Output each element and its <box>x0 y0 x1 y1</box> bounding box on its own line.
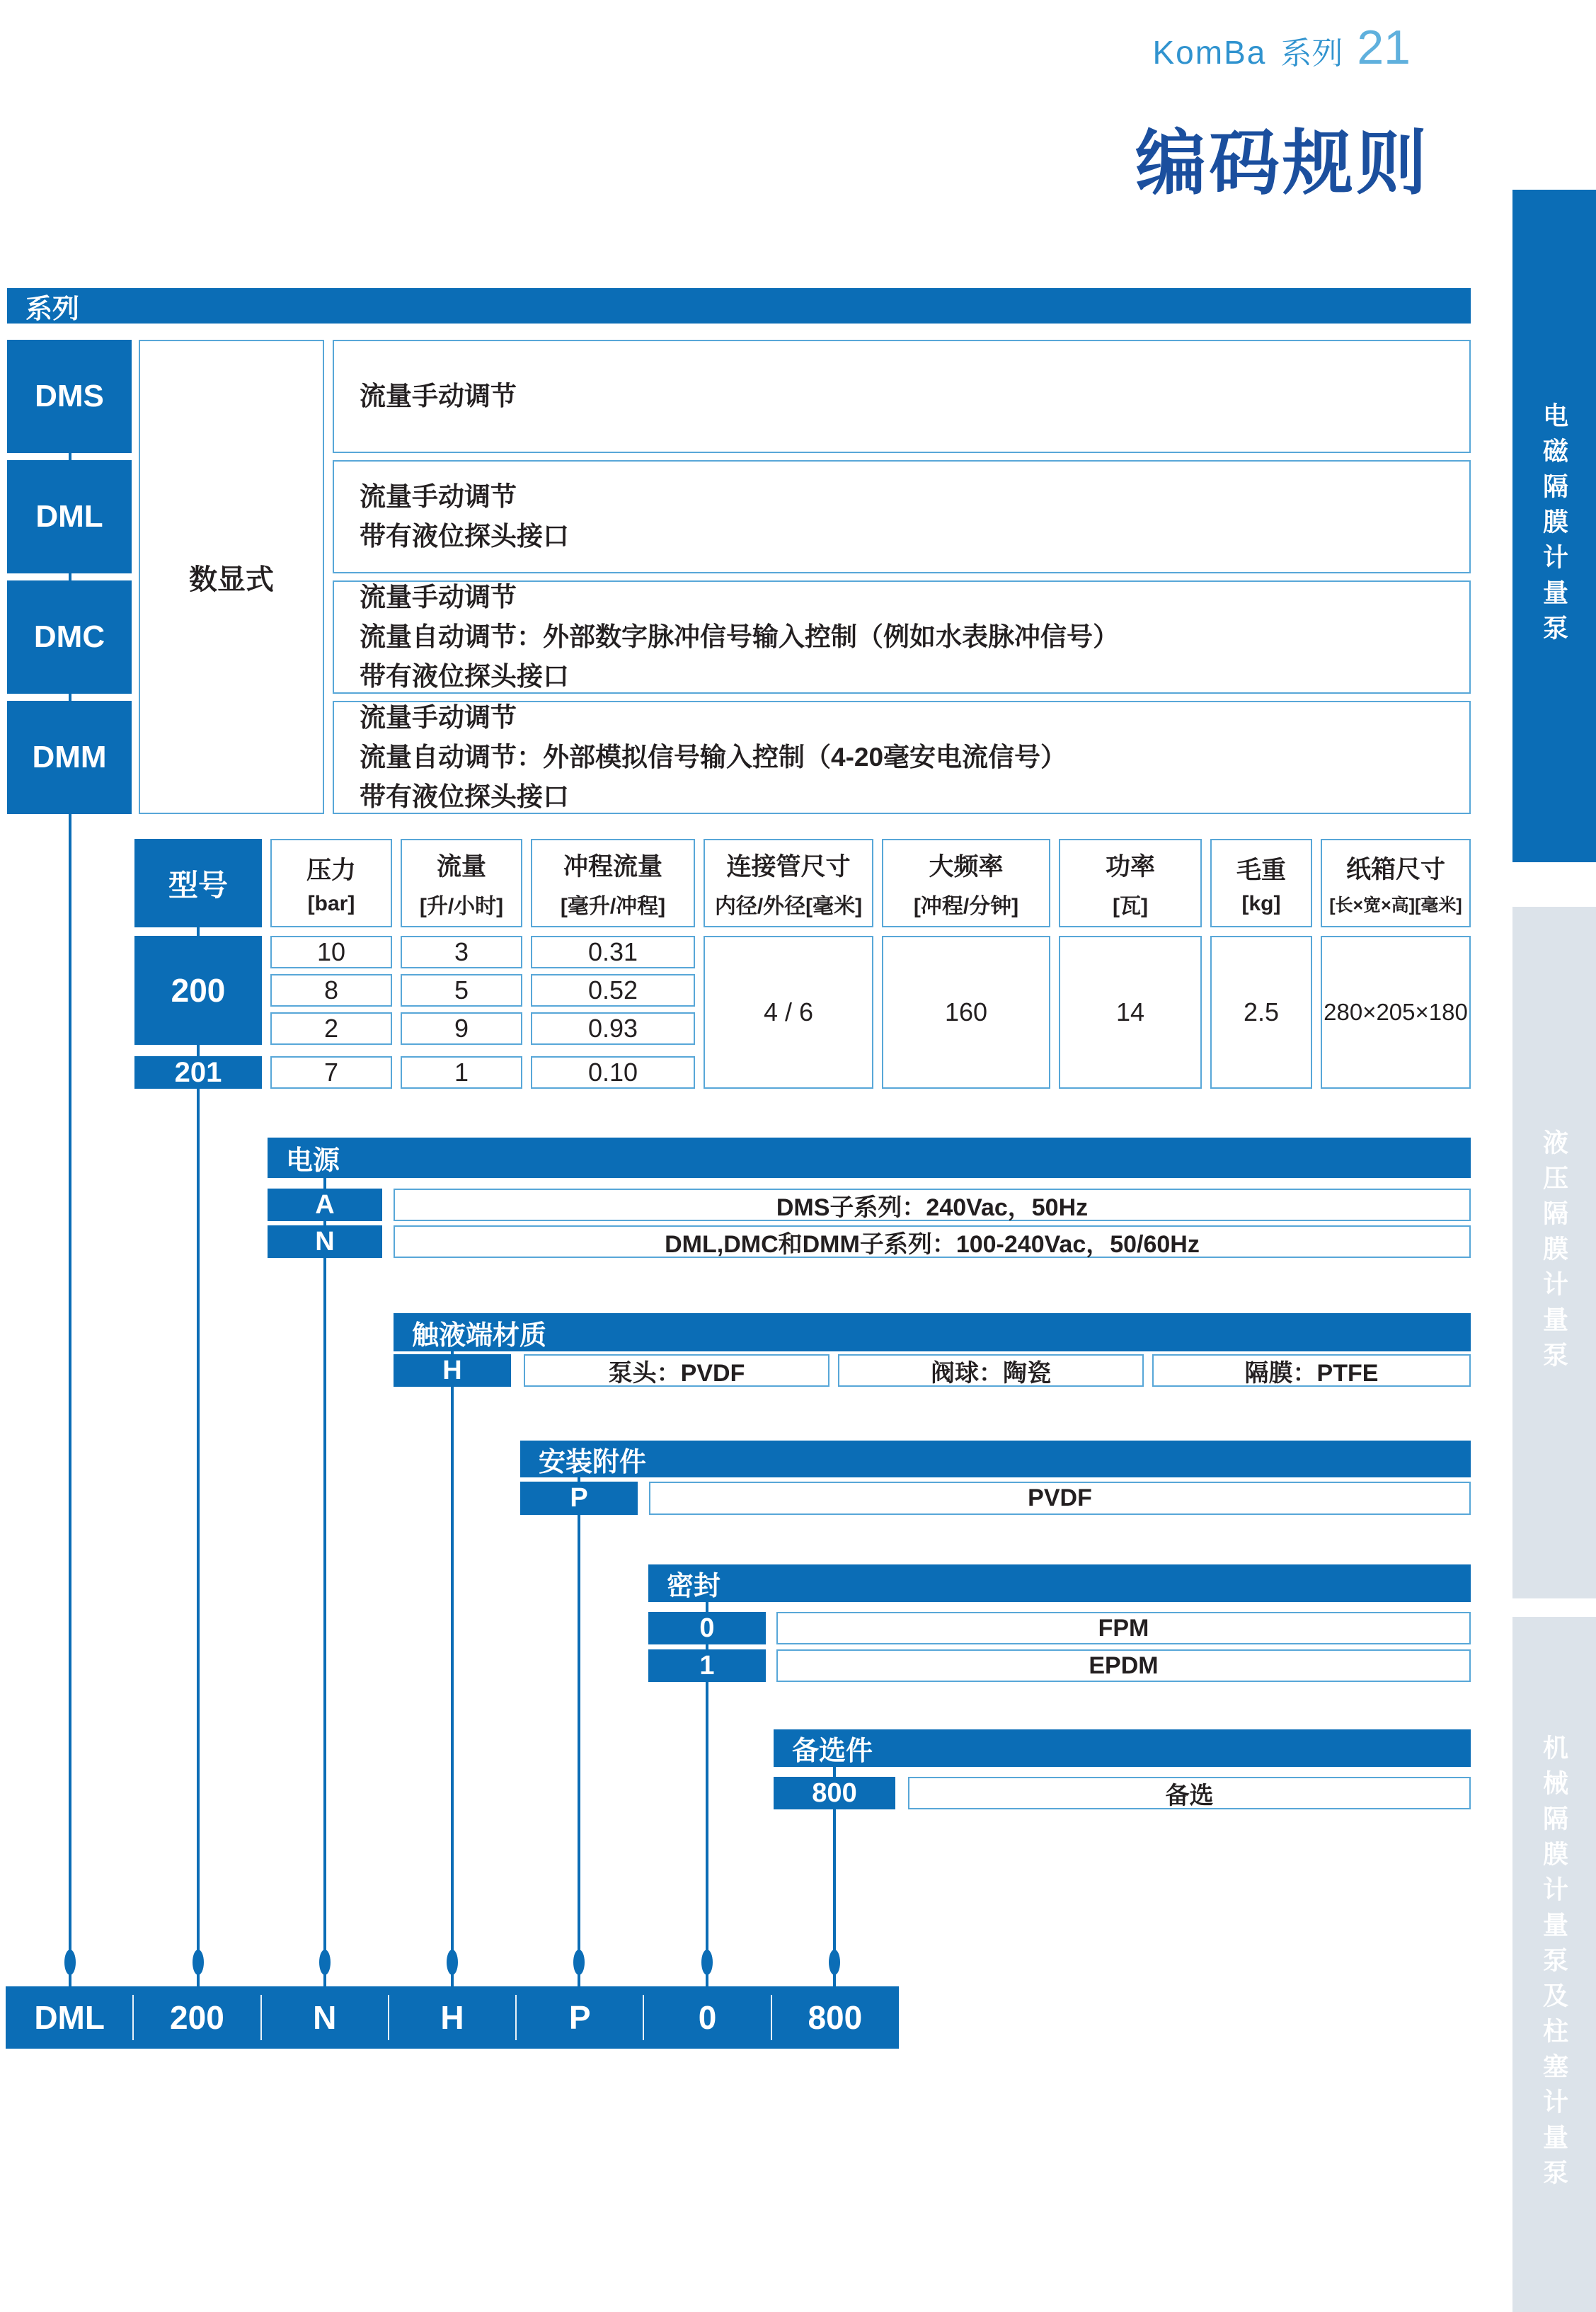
desc-line: 带有液位探头接口 <box>360 522 569 551</box>
spec-col-carton <box>1321 839 1471 927</box>
sidebar-tab-hydraulic-diaphragm-pumps[interactable] <box>1512 907 1596 1598</box>
spec-col-pipe-size <box>704 839 873 927</box>
col-label: 功率 <box>1105 852 1155 881</box>
desc-line: 流量手动调节 <box>360 703 517 732</box>
code-segment-mounting: P <box>516 1986 643 2049</box>
col-unit: [毫升/冲程] <box>560 894 666 918</box>
col-unit: [长×宽×高][毫米] <box>1329 895 1462 915</box>
sidebar-tab-label: 电磁隔膜计量泵 <box>1539 402 1569 650</box>
connector-dot-mounting <box>573 1950 585 1975</box>
sidebar-tab-label: 液压隔膜计量泵 <box>1539 1128 1569 1377</box>
col-label: 压力 <box>306 856 356 884</box>
seal-desc-0: FPM <box>776 1612 1471 1644</box>
connector-dot-series <box>64 1950 76 1975</box>
col-label: 纸箱尺寸 <box>1345 855 1445 883</box>
page-number: 21 <box>1357 21 1411 74</box>
spec-col-model: 型号 <box>134 839 262 927</box>
power-code-a: A <box>268 1189 382 1221</box>
spec-col-flow <box>401 839 522 927</box>
wetted-code-h: H <box>394 1354 511 1387</box>
optional-desc: 备选 <box>908 1777 1471 1809</box>
code-example-bar <box>6 1986 899 2049</box>
code-segment-power: N <box>261 1986 389 2049</box>
optional-section-header: 备选件 <box>774 1729 1471 1767</box>
sidebar-tab-label: 机械隔膜计量泵及柱塞计量泵 <box>1539 1734 1569 2194</box>
series-code-dmm: DMM <box>7 701 132 814</box>
spec-cell: 0.10 <box>531 1056 695 1089</box>
seal-desc-1: EPDM <box>776 1649 1471 1682</box>
mounting-desc: PVDF <box>649 1482 1471 1515</box>
spec-cell: 2 <box>270 1012 392 1045</box>
series-desc-dml <box>333 460 1471 573</box>
spec-cell: 5 <box>401 974 522 1007</box>
spec-cell: 0.93 <box>531 1012 695 1045</box>
code-segment-seal: 0 <box>643 1986 771 2049</box>
page-header <box>1153 20 1411 75</box>
desc-line: 流量手动调节 <box>360 583 517 612</box>
spec-col-weight <box>1210 839 1312 927</box>
col-unit: [冲程/分钟] <box>913 894 1019 918</box>
model-200-box: 200 <box>134 936 262 1045</box>
series-code-dmc: DMC <box>7 580 132 694</box>
spec-cell: 7 <box>270 1056 392 1089</box>
col-label: 连接管尺寸 <box>726 852 851 881</box>
col-unit: [瓦] <box>1113 894 1148 918</box>
col-unit: [bar] <box>307 891 355 915</box>
code-segment-model: 200 <box>133 1986 260 2049</box>
power-desc-a: DMS子系列：240Vac，50Hz <box>394 1189 1471 1221</box>
connector-dot-optional <box>829 1950 840 1975</box>
wetted-cell-valve-ball: 阀球：陶瓷 <box>838 1354 1144 1387</box>
desc-line: 流量手动调节 <box>360 482 517 511</box>
spec-cell: 1 <box>401 1056 522 1089</box>
mounting-section-header: 安装附件 <box>520 1441 1471 1477</box>
power-section-header: 电源 <box>268 1138 1471 1178</box>
series-desc-dmm <box>333 701 1471 814</box>
desc-line: 流量手动调节 <box>360 382 517 411</box>
sidebar-tab-mechanical-diaphragm-plunger-pumps[interactable] <box>1512 1617 1596 2312</box>
page-title: 编码规则 <box>1135 124 1430 203</box>
connector-line-mounting <box>578 1475 580 1986</box>
connector-line-wetted <box>451 1349 454 1986</box>
code-segment-optional: 800 <box>771 1986 899 2049</box>
desc-line: 流量自动调节：外部数字脉冲信号输入控制（例如水表脉冲信号） <box>360 622 1119 651</box>
connector-dot-wetted <box>447 1950 458 1975</box>
series-desc-dmc <box>333 580 1471 694</box>
model-201-box: 201 <box>134 1056 262 1089</box>
seal-code-0: 0 <box>648 1612 766 1644</box>
wetted-cell-pump-head: 泵头：PVDF <box>524 1354 829 1387</box>
spec-shared-frequency: 160 <box>882 936 1050 1089</box>
spec-col-stroke-flow <box>531 839 695 927</box>
spec-cell: 0.31 <box>531 936 695 968</box>
spec-col-frequency <box>882 839 1050 927</box>
sidebar-tab-solenoid-diaphragm-pumps[interactable] <box>1512 190 1596 862</box>
series-section-header: 系列 <box>7 288 1471 324</box>
spec-col-power <box>1059 839 1202 927</box>
spec-shared-power: 14 <box>1059 936 1202 1089</box>
brand-name: KomBa <box>1152 34 1267 71</box>
col-label: 流量 <box>436 852 486 881</box>
col-unit: 内径/外径[毫米] <box>714 894 863 918</box>
spec-cell: 3 <box>401 936 522 968</box>
spec-cell: 9 <box>401 1012 522 1045</box>
col-label: 毛重 <box>1236 856 1286 884</box>
spec-cell: 0.52 <box>531 974 695 1007</box>
spec-cell: 8 <box>270 974 392 1007</box>
spec-shared-pipe-size: 4 / 6 <box>704 936 873 1089</box>
col-label: 冲程流量 <box>563 852 662 881</box>
spec-shared-carton: 280×205×180 <box>1321 936 1471 1089</box>
seal-section-header: 密封 <box>648 1564 1471 1602</box>
display-type-box: 数显式 <box>139 340 324 814</box>
wetted-section-header: 触液端材质 <box>394 1313 1471 1351</box>
spec-cell: 10 <box>270 936 392 968</box>
connector-line-power <box>323 1175 326 1986</box>
series-code-dml: DML <box>7 460 132 573</box>
connector-dot-power <box>319 1950 331 1975</box>
connector-dot-model <box>193 1950 204 1975</box>
seal-code-1: 1 <box>648 1649 766 1682</box>
code-segment-series: DML <box>34 1999 105 2036</box>
desc-line: 流量自动调节：外部模拟信号输入控制（4-20毫安电流信号） <box>360 743 1067 772</box>
col-unit: [升/小时] <box>419 894 504 918</box>
desc-line: 带有液位探头接口 <box>360 662 569 691</box>
series-desc-dms <box>333 340 1471 453</box>
connector-dot-seal <box>701 1950 713 1975</box>
col-unit: [kg] <box>1241 891 1281 915</box>
brand-series-word: 系列 <box>1280 36 1343 71</box>
code-segment-wetted: H <box>389 1986 516 2049</box>
wetted-cell-diaphragm: 隔膜：PTFE <box>1152 1354 1471 1387</box>
power-desc-n: DML,DMC和DMM子系列：100-240Vac，50/60Hz <box>394 1225 1471 1258</box>
power-code-n: N <box>268 1225 382 1258</box>
spec-col-pressure <box>270 839 392 927</box>
optional-code-800: 800 <box>774 1777 895 1809</box>
spec-shared-weight: 2.5 <box>1210 936 1312 1089</box>
col-label: 大频率 <box>929 852 1004 881</box>
series-code-dms: DMS <box>7 340 132 453</box>
mounting-code-p: P <box>520 1482 638 1515</box>
desc-line: 带有液位探头接口 <box>360 782 569 811</box>
